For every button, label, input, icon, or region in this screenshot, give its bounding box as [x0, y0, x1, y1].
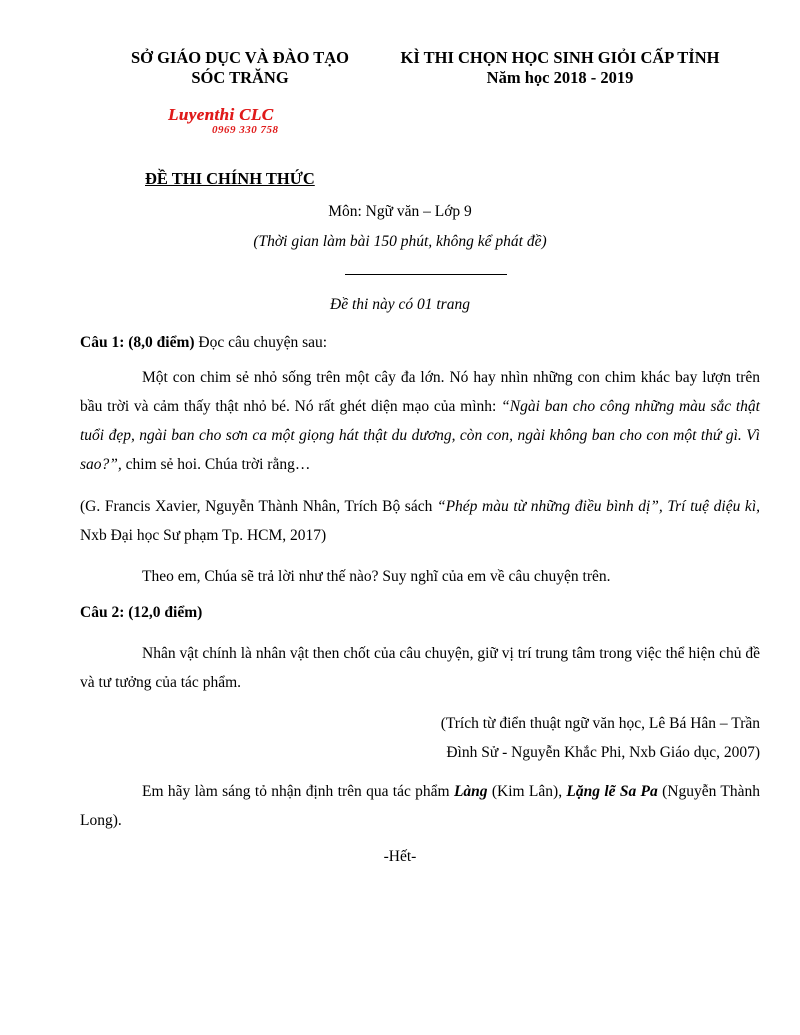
story-text: Một con chim sẻ nhỏ sống trên một cây đa lớn. Nó hay nhìn những con chim khác bay lượn trên bầu trời và cảm thấy thật nhỏ bé. Nó rất ghét diện mạo của mình: [80, 369, 760, 415]
task-text-1: Em hãy làm sáng tỏ nhận định trên qua tác phẩm [142, 783, 454, 800]
province-name: SÓC TRĂNG [191, 68, 289, 87]
story-quote: “Ngài ban cho công những màu sắc thật tuổi đẹp, ngài ban cho sơn ca một giọng hát thật du dương, còn con, ngài không ban cho con một thứ gì. Vì sao?”, [80, 398, 760, 473]
duration-line: (Thời gian làm bài 150 phút, không kể phát đề) [253, 233, 547, 250]
work-title-lang-le-sa-pa: Lặng lẽ Sa Pa [566, 783, 658, 800]
question-1-label: Câu 1: (8,0 điểm) [80, 334, 195, 351]
end-mark: -Hết- [383, 848, 417, 865]
question-1-source [80, 492, 760, 550]
official-exam-label: ĐỀ THI CHÍNH THỨC [145, 169, 315, 188]
source-publisher: Nxb Đại học Sư phạm Tp. HCM, 2017) [80, 527, 327, 544]
exam-name: KÌ THI CHỌN HỌC SINH GIỎI CẤP TỈNH [400, 48, 720, 67]
question-1-heading [80, 328, 760, 357]
task-text-3: (Nguyễn Thành Long). [80, 783, 760, 829]
header-exam [385, 48, 735, 88]
task-text-2: (Kim Lân), [487, 783, 567, 800]
citation-line-2: Đình Sử - Nguyễn Khắc Phi, Nxb Giáo dục, 2007) [446, 744, 760, 761]
question-1-instruction: Đọc câu chuyện sau: [194, 334, 328, 351]
watermark-name: Luyenthi CLC [168, 105, 274, 124]
page-count-note: Đề thi này có 01 trang [330, 296, 470, 313]
story-ending: chim sẻ hoi. Chúa trời rằng… [121, 456, 311, 473]
citation-line-1: (Trích từ điển thuật ngữ văn học, Lê Bá Hân – Trần [440, 715, 760, 732]
question-2-citation [400, 709, 760, 767]
department-name: SỞ GIÁO DỤC VÀ ĐÀO TẠO [130, 48, 350, 67]
divider-line [345, 274, 507, 275]
question-1-story [80, 363, 760, 479]
question-2-quote: Nhân vật chính là nhân vật then chốt của câu chuyện, giữ vị trí trung tâm trong việc thể hiện chủ đề và tư tưởng của tác phẩm. [80, 645, 760, 691]
work-title-lang: Làng [453, 783, 488, 800]
subject-line: Môn: Ngữ văn – Lớp 9 [328, 203, 472, 220]
source-book-title: “Phép màu từ những điều bình dị”, Trí tuệ diệu kì, [436, 498, 760, 515]
school-year: Năm học 2018 - 2019 [486, 68, 634, 87]
watermark-logo [168, 106, 318, 136]
watermark-phone: 0969 330 758 [212, 124, 279, 136]
source-authors: (G. Francis Xavier, Nguyễn Thành Nhân, Trích Bộ sách [80, 498, 437, 515]
header-department [95, 48, 385, 88]
question-2-label: Câu 2: (12,0 điểm) [80, 604, 203, 621]
question-1-task: Theo em, Chúa sẽ trả lời như thế nào? Suy nghĩ của em về câu chuyện trên. [142, 568, 611, 585]
question-2-task [80, 777, 760, 835]
